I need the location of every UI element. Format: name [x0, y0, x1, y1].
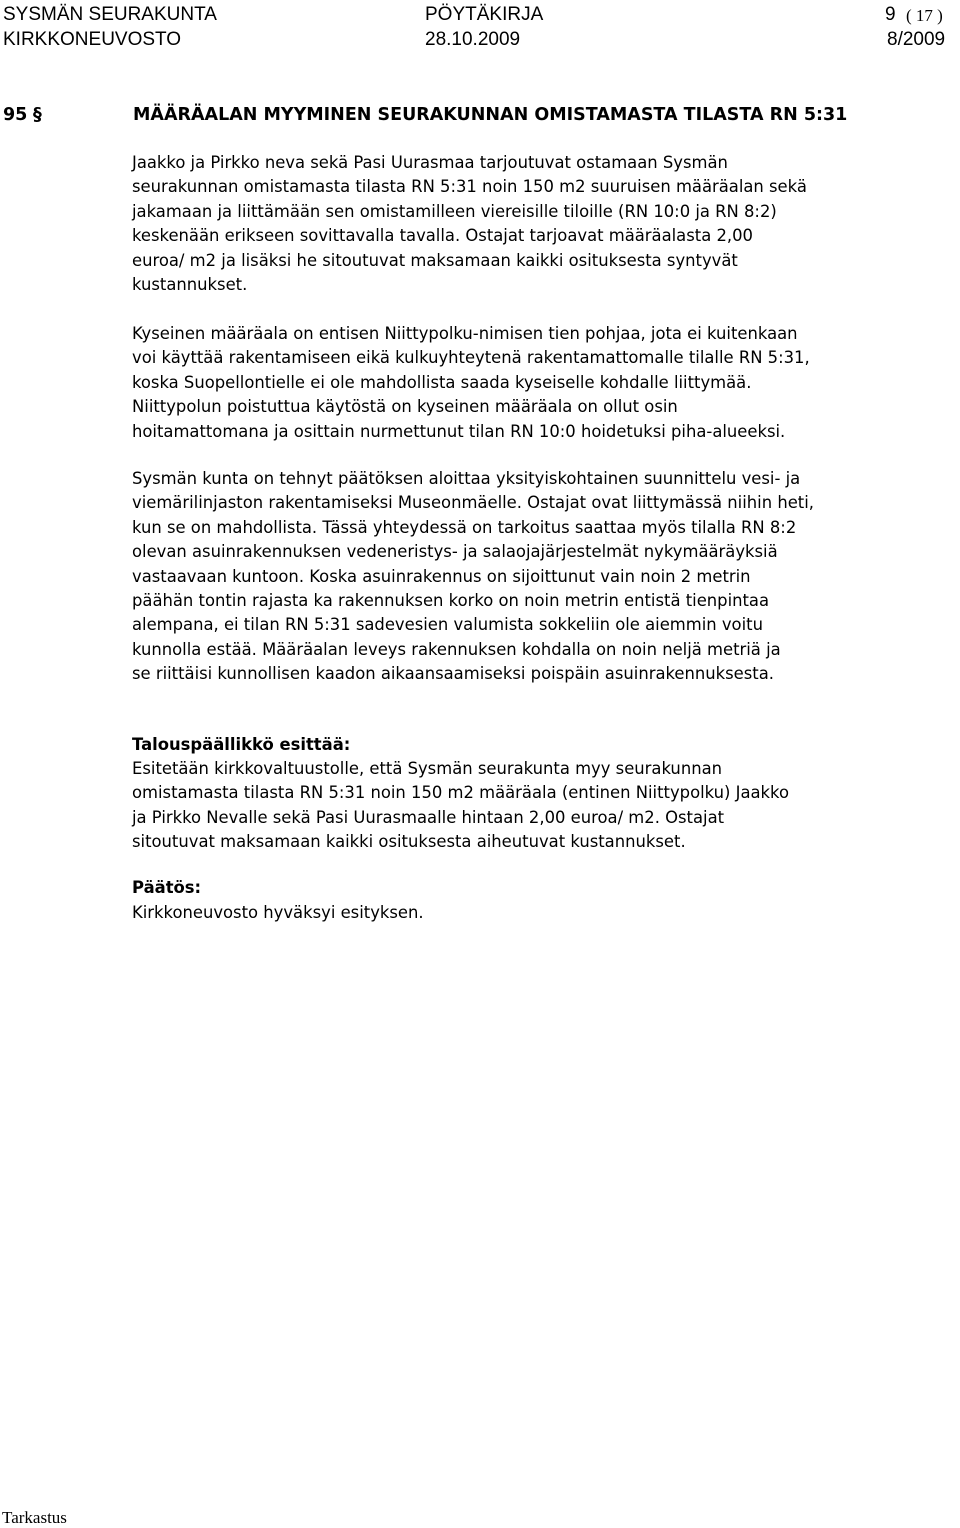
text-line: olevan asuinrakennuksen vedeneristys- ja salaojajärjestelmät nykymääräyksiä [132, 542, 778, 562]
text-line: euroa/ m2 ja lisäksi he sitoutuvat maksamaan kaikki osituksesta syntyvät [132, 250, 738, 270]
text-line: kun se on mahdollista. Tässä yhteydessä on tarkoitus saattaa myös tilalla RN 8:2 [132, 517, 797, 537]
text-line: Kyseinen määräala on entisen Niittypolku-nimisen tien pohjaa, jota ei kuitenkaan [132, 324, 798, 343]
paragraph-municipality [132, 467, 960, 687]
proposal-label: Talouspäällikkö esittää: [132, 735, 351, 754]
text-line: se riittäisi kunnollisen kaadon aikaansaamiseksi poispäin asuinrakennuksesta. [132, 664, 774, 684]
text-line: seurakunnan omistamasta tilasta RN 5:31 noin 150 m2 suuruisen määräalan sekä [132, 177, 807, 197]
text-line: sitoutuvat maksamaan kaikki osituksesta aiheutuvat kustannukset. [132, 832, 686, 852]
footer-label: Tarkastus [2, 1508, 67, 1527]
body-name: KIRKKONEUVOSTO [3, 29, 182, 50]
text-line: alempana, ei tilan RN 5:31 sadevesien valumista sokkeliin ole aiemmin voitu [132, 615, 763, 635]
text-line: viemärilinjaston rakentamiseksi Museonmäelle. Ostajat ovat liittymässä niihin heti, [132, 493, 814, 513]
text-line: Kirkkoneuvosto hyväksyi esityksen. [132, 903, 424, 922]
paragraph-offer [132, 151, 960, 297]
text-line: kustannukset. [132, 275, 248, 295]
document-type: PÖYTÄKIRJA [425, 4, 544, 25]
meeting-date: 28.10.2009 [425, 29, 521, 50]
section-title: MÄÄRÄALAN MYYMINEN SEURAKUNNAN OMISTAMASTA TILASTA RN 5:31 [133, 105, 848, 125]
text-line: hoitamattomana ja osittain nurmettunut tilan RN 10:0 hoidetuksi piha-alueeksi. [132, 421, 786, 441]
text-line: voi käyttää rakentamiseen eikä kulkuyhteytenä rakentamattomalle tilalle RN 5:31, [132, 348, 810, 368]
section-number: 95 [3, 105, 28, 125]
decision-label: Päätös: [132, 878, 202, 897]
page-number: 9 [885, 4, 896, 25]
text-line: jakamaan ja liittämään sen omistamilleen viereisille tiloille (RN 10:0 ja RN 8:2) [132, 201, 777, 221]
text-line: keskenään erikseen sovittavalla tavalla. Ostajat tarjoavat määräalasta 2,00 [132, 226, 753, 246]
page-total: ( 17 ) [906, 6, 943, 25]
text-line: vastaavaan kuntoon. Koska asuinrakennus on sijoittunut vain noin 2 metrin [132, 566, 751, 586]
meeting-number: 8/2009 [887, 29, 946, 50]
paragraph-background [132, 322, 960, 444]
organization-name: SYSMÄN SEURAKUNTA [3, 4, 217, 25]
decision-text [132, 901, 960, 925]
text-line: Sysmän kunta on tehnyt päätöksen aloittaa yksityiskohtainen suunnittelu vesi- ja [132, 469, 801, 488]
text-line: Niittypolun poistuttua käytöstä on kyseinen määräala on ollut osin [132, 397, 678, 417]
section-heading [3, 103, 847, 127]
text-line: omistamasta tilasta RN 5:31 noin 150 m2 määräala (entinen Niittypolku) Jaakko [132, 783, 789, 803]
proposal-text [132, 757, 960, 855]
text-line: kunnolla estää. Määräalan leveys rakennuksen kohdalla on noin neljä metriä ja [132, 639, 781, 659]
section-symbol: § [33, 105, 42, 125]
text-line: Jaakko ja Pirkko neva sekä Pasi Uurasmaa tarjoutuvat ostamaan Sysmän [132, 153, 728, 172]
text-line: koska Suopellontielle ei ole mahdollista saada kyseiselle kohdalle liittymää. [132, 372, 752, 392]
text-line: ja Pirkko Nevalle sekä Pasi Uurasmaalle hintaan 2,00 euroa/ m2. Ostajat [132, 807, 725, 827]
text-line: päähän tontin rajasta ka rakennuksen korko on noin metrin entistä tienpintaa [132, 591, 770, 611]
text-line: Esitetään kirkkovaltuustolle, että Sysmän seurakunta myy seurakunnan [132, 759, 723, 778]
